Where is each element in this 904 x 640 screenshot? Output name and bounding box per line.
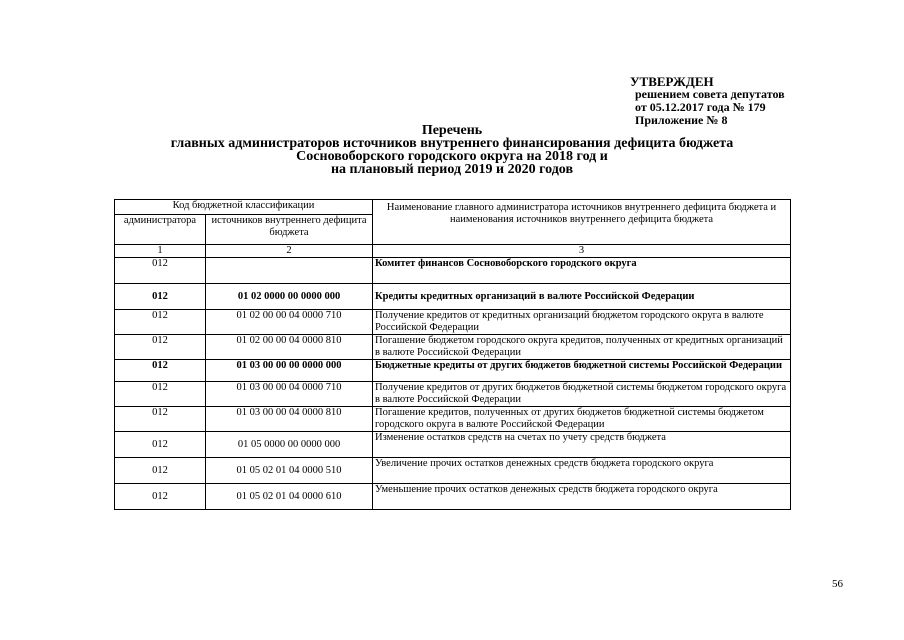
table-row [115, 284, 791, 310]
code-cell [206, 258, 373, 284]
name-cell: Кредиты кредитных организаций в валюте Российской Федерации [373, 284, 791, 310]
approval-line-3: Приложение № 8 [635, 113, 728, 127]
name-cell: Погашение кредитов, полученных от других бюджетов бюджетной системы бюджетом городского округа в валюте Российской Федерации [373, 407, 791, 432]
code-cell: 01 02 0000 00 0000 000 [206, 284, 373, 310]
admin-cell: 012 [115, 407, 206, 432]
admin-cell: 012 [115, 382, 206, 407]
code-cell: 01 03 00 00 04 0000 810 [206, 407, 373, 432]
header-number-3: 3 [373, 245, 791, 258]
approval-title: УТВЕРЖДЕН [630, 74, 714, 89]
code-cell: 01 03 00 00 00 0000 000 [206, 360, 373, 382]
name-cell: Бюджетные кредиты от других бюджетов бюджетной системы Российской Федерации [373, 360, 791, 382]
table-row [115, 360, 791, 382]
heading-line-3: Сосновоборского городского округа на 2018 год и [296, 149, 608, 164]
table-row [115, 382, 791, 407]
approval-line-1: решением совета депутатов [635, 87, 785, 101]
code-cell: 01 02 00 00 04 0000 710 [206, 310, 373, 335]
page-number: 56 [832, 578, 843, 590]
header-name-column: Наименование главного администратора источников внутреннего дефицита бюджета и наименования источников внутреннего дефицита бюджета [373, 200, 791, 245]
code-cell: 01 02 00 00 04 0000 810 [206, 335, 373, 360]
name-cell: Погашение бюджетом городского округа кредитов, полученных от кредитных организаций в валюте Российской Федерации [373, 335, 791, 360]
admin-cell: 012 [115, 310, 206, 335]
table-row [115, 335, 791, 360]
admin-cell: 012 [115, 284, 206, 310]
admin-cell: 012 [115, 432, 206, 458]
code-cell: 01 05 02 01 04 0000 610 [206, 484, 373, 510]
table-row [115, 310, 791, 335]
heading-line-1: Перечень [421, 123, 483, 138]
name-cell: Изменение остатков средств на счетах по учету средств бюджета [373, 432, 791, 458]
name-cell: Получение кредитов от других бюджетов бюджетной системы бюджетом городского округа в валюте Российской Федерации [373, 382, 791, 407]
approval-block [630, 75, 785, 127]
document-heading [100, 124, 804, 176]
admin-cell: 012 [115, 484, 206, 510]
header-number-2: 2 [206, 245, 373, 258]
classification-table [114, 199, 791, 510]
name-cell: Комитет финансов Сосновоборского городского округа [373, 258, 791, 284]
code-cell: 01 05 0000 00 0000 000 [206, 432, 373, 458]
code-cell: 01 03 00 00 04 0000 710 [206, 382, 373, 407]
table-row [115, 484, 791, 510]
admin-cell: 012 [115, 335, 206, 360]
name-cell: Получение кредитов от кредитных организаций бюджетом городского округа в валюте Российской Федерации [373, 310, 791, 335]
table-row [115, 407, 791, 432]
name-cell: Увеличение прочих остатков денежных средств бюджета городского округа [373, 458, 791, 484]
header-admin-column: администратора [115, 215, 206, 245]
header-code-group: Код бюджетной классификации [115, 200, 373, 215]
admin-cell: 012 [115, 360, 206, 382]
name-cell: Уменьшение прочих остатков денежных средств бюджета городского округа [373, 484, 791, 510]
header-number-1: 1 [115, 245, 206, 258]
table-header-row [115, 200, 791, 215]
approval-line-2: от 05.12.2017 года № 179 [635, 100, 766, 114]
table-row [115, 432, 791, 458]
heading-line-2: главных администраторов источников внутреннего финансирования дефицита бюджета [170, 136, 734, 151]
table-number-row [115, 245, 791, 258]
code-cell: 01 05 02 01 04 0000 510 [206, 458, 373, 484]
admin-cell: 012 [115, 458, 206, 484]
table-row [115, 258, 791, 284]
heading-line-4: на плановый период 2019 и 2020 годов [330, 162, 574, 177]
admin-cell: 012 [115, 258, 206, 284]
table-row [115, 458, 791, 484]
header-source-column: источников внутреннего дефицита бюджета [206, 215, 373, 245]
